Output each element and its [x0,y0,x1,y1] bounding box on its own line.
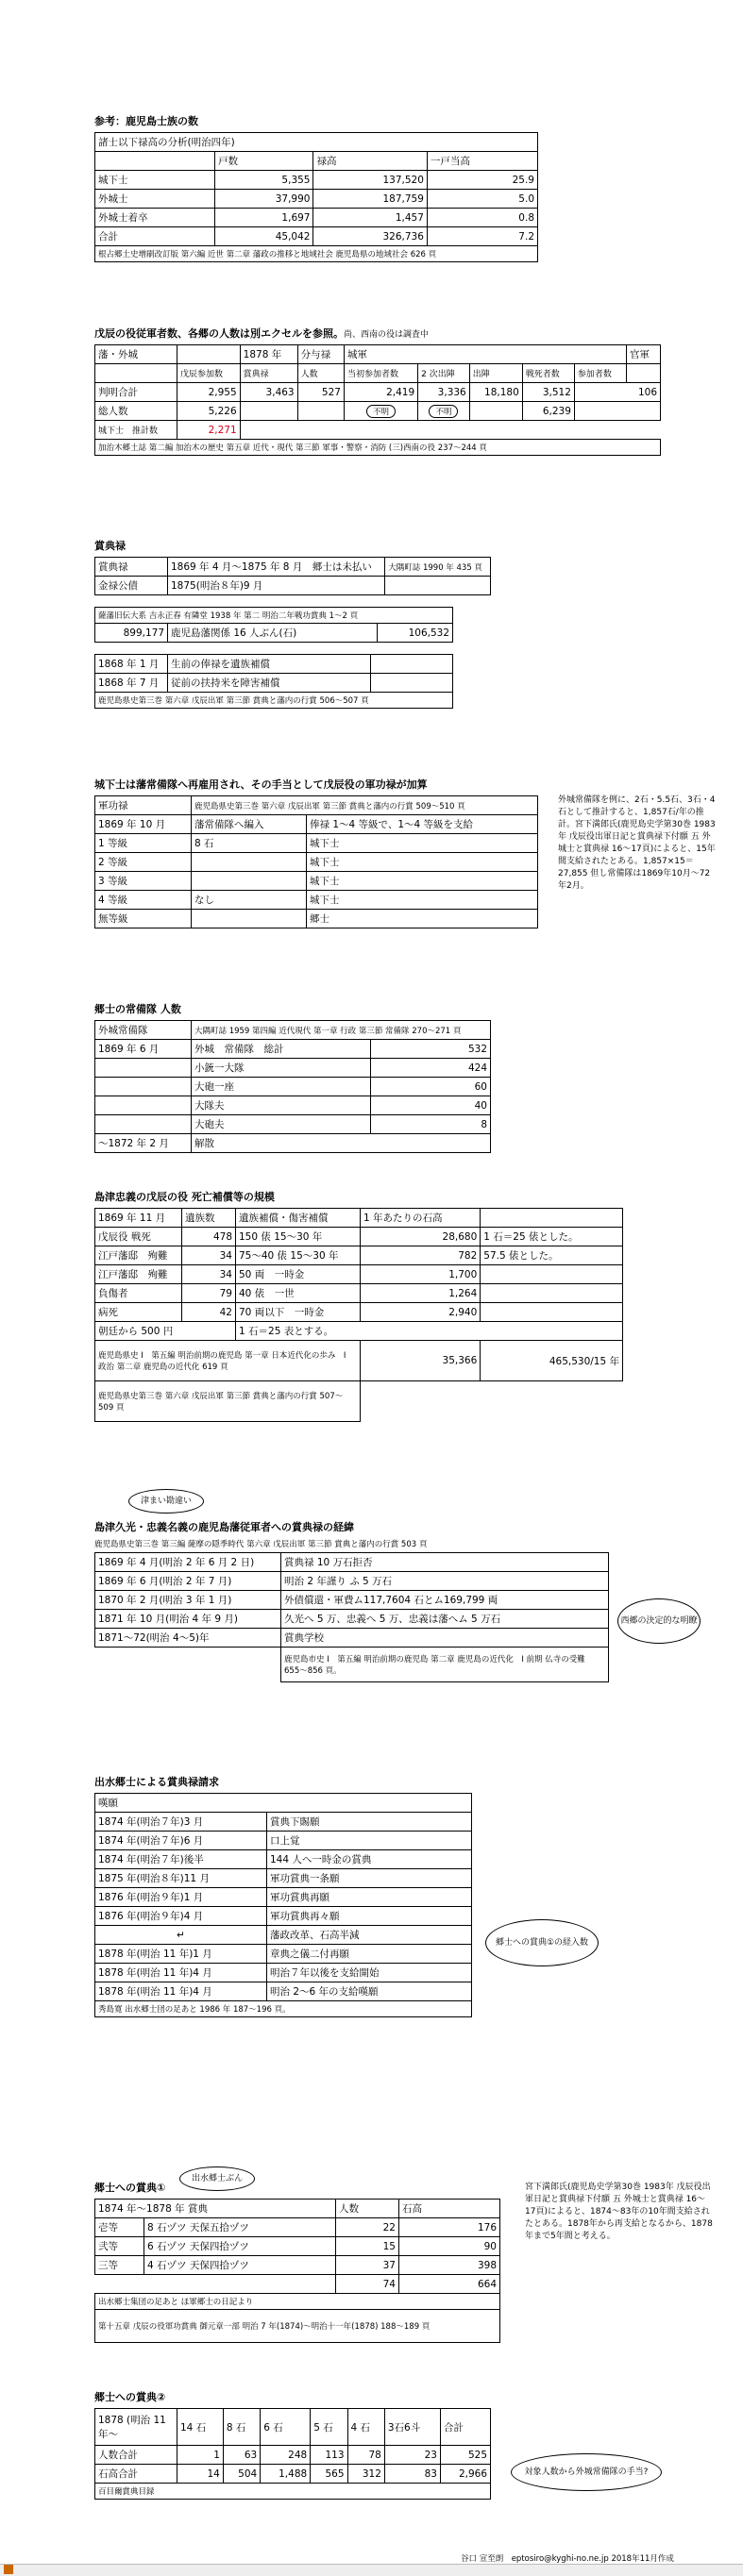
table-row: 1868 年 1 月 生前の俸禄を遺族補償 [95,655,453,674]
table-row: ↵ 藩政改革、石高半減 [95,1926,472,1945]
source-citation: 根占郷土史增刷改訂版 第六編 近世 第二章 藩政の推移と地域社会 鹿児島県の地域社会 626 頁 [95,246,538,262]
table-header: 一戸当高 [427,152,537,171]
table-row: 鹿児島県史 I 第五編 明治前期の鹿児島 第一章 日本近代化の歩み I 政治 第二章 鹿児島の近代化 619 頁 35,366 465,530/15 年 [95,1341,623,1381]
table-row: 1869 年 10 月 藩常備隊へ編入 俸禄 1〜4 等級で、1〜4 等級を支給 [95,815,538,834]
table-row: 1 等級 8 石 城下士 [95,834,538,853]
table-row: 1878 年(明治 11 年)1 月 章典之儀二付再願 [95,1945,472,1964]
compensation-table: 1869 年 11 月 遺族数 遺族補償・傷害補償 1 年あたりの石高 戊辰役 戦死 478 150 俵 15〜30 年 28,680 1 石＝25 俵とした。 江戸藩邸 殉難 34 75〜40 俵 15〜30 年 782 57.5 俵とした。 江戸藩邸 殉難 34 50 両 一時金 1,700 負傷者 79 40 俵 一世 1,264 病死 42 70 両以下 一時金 2,940 朝廷から 500 円 1 石＝25 表とする。 鹿児島県史 I 第五編 明治前期の鹿児島 第一章 日本近代化の歩み I 政治 第二章 鹿児島の近代化 619 頁 35,366 465,530/15 年 鹿児島県史第三巻 第六章 戊辰出軍 第三節 賞典と藩内の行賞 507〜509 頁 [94,1208,623,1422]
table-row: 1869 年 4 月(明治 2 年 6 月 2 日) 賞典禄 10 万石拒否 [95,1553,609,1572]
table-row: 人数合計 1 63 248 113 78 23 525 [95,2446,491,2465]
source-citation: 加治木郷土誌 第二編 加治木の歴史 第五章 近代・現代 第三節 軍事・警察・消防 (三)西南の役 237〜244 頁 [95,440,661,456]
table-row: 3 等級 城下士 [95,872,538,891]
section-title: 参考：鹿児島士族の数 [94,115,198,127]
stipend-table [94,795,538,928]
section-title: 城下士は藩常備隊へ再雇用され、その手当として戊辰役の軍功禄が加算 [94,778,428,791]
section-boshin-soldiers [94,326,661,456]
source-citation: 鹿児島県史第三巻 第六章 戊辰出軍 第三節 賞典と藩内の行賞 507〜509 頁 [95,1381,361,1422]
table-row: 大隊夫 40 [95,1096,491,1115]
table-row: 2 等級 城下士 [95,853,538,872]
section-goshi-militia [94,1001,491,1153]
table-row: 軍功禄 鹿児島県史第三巻 第六章 戊辰出軍 第三節 賞典と藩内の行賞 509〜510 頁 [95,796,538,815]
side-note: 外城常備隊を例に、2石・5.5石、3石・4石として推計すると、1,857石/年の推計。宮下満郎氏(鹿児島史学第30巻 1983年 戊辰役出軍日記と賞典禄下付願 五 外城士と賞典禄 16〜17頁)によると、15年間支給されたとある。1,857×15＝27,855 但し常備隊は1869年10月〜72年2月。 [558,795,716,891]
viewer-bottom-bar [0,2564,743,2576]
table-row: 城下士 推計数 2,271 [95,421,661,440]
samurai-table [94,132,538,262]
table-row: 〜1872 年 2 月 解散 [95,1134,491,1153]
annotation-bubble: 西郷の決定的な明瞭 [617,1598,701,1644]
table-row: 合計 45,042 326,736 7.2 [95,227,538,246]
table-row: 外城士着卒 1,697 1,457 0.8 [95,209,538,227]
source-citation: 百目爾賞典目録 [95,2484,491,2500]
table-row: 1878 年(明治 11 年)4 月 明治７年以後を支給開始 [95,1964,472,1982]
table-row: 外城常備隊 大隅町誌 1959 第四編 近代現代 第一章 行政 第三節 常備隊 270〜271 頁 [95,1021,491,1040]
shoten-table-3 [94,654,453,709]
table-row: 戊辰役 戦死 478 150 俵 15〜30 年 28,680 1 石＝25 俵とした。 [95,1228,623,1246]
source-citation: 秀島寛 出水郷士団の足あと 1986 年 187〜196 頁。 [95,2001,472,2017]
table-row: 1874 年(明治７年)後半 144 人へ一時金の賞典 [95,1850,472,1869]
section-title: 島津久光・忠義名義の鹿児島藩従軍者への賞典禄の経緯 [94,1521,354,1533]
table-row: 大砲夫 8 [95,1115,491,1134]
table-row: 判明合計 2,955 3,463 527 2,419 3,336 18,180 3,512 106 [95,383,661,402]
table-row: 大砲一座 60 [95,1078,491,1096]
table-row: 1869 年 6 月(明治 2 年 7 月) 明治 2 年謹り ふ 5 万石 [95,1572,609,1591]
soldiers-table: 藩・外城 1878 年 分与禄 城軍 官軍 戊辰参加数 賞典禄 人数 当初参加者数 2 次出陣 出陣 戦死者数 参加者数 判明合計 2,955 3,463 527 2,419 3,336 18,180 3,512 106 総人数 5,226 不明 不明 6,239 城下士 推計数 2,271 加治木郷土誌 第二編 加治木の歴史 第五章 近代・現代 第三節 軍事・警察・消防 (三)西南の役 237〜244 頁 [94,344,661,456]
table-row: 壱等 8 石ヅツ 天保五拾ヅツ 22 176 [95,2218,500,2237]
annotation-bubble: 津まい勘違い [128,1489,204,1514]
page-marker-icon [4,2565,13,2574]
table-row: 1871〜72(明治 4〜5)年 賞典学校 [95,1629,609,1648]
table-row: 無等級 郷士 [95,910,538,928]
section-title: 郷士の常備隊 人数 [94,1003,181,1015]
table-row: 小銃一大隊 424 [95,1059,491,1078]
shoten-table [94,557,491,595]
militia-table [94,1020,491,1153]
table-row: 朝廷から 500 円 1 石＝25 表とする。 [95,1322,623,1341]
table-row: 1869 年 6 月 外城 常備隊 総計 532 [95,1040,491,1059]
section-military-stipend [94,777,538,928]
side-note: 宮下満郎氏(鹿児島史学第30巻 1983年 戊辰役出軍日記と賞典禄下付願 五 外城士と賞典禄 16〜17頁)によると、1874〜83年の10年間支給されたとある。1878年から再支給となるから、1878年まで5年間と考える。 [525,2183,713,2241]
source-citation: 鹿児島県史第三巻 第三編 薩摩の隠季時代 第六章 戊辰出軍 第三節 賞典と藩内の行賞 503 頁 [94,1540,428,1549]
unknown-badge: 不明 [366,405,396,418]
table-row: 1875 年(明治８年)11 月 軍功賞典一条願 [95,1869,472,1888]
annotation-bubble: 対象人数から外城常備隊の手当? [511,2453,662,2491]
source-citation: 鹿児島市史 I 第五編 明治前期の鹿児島 第二章 鹿児島の近代化 I 前期 仏寺の受難 655〜856 頁。 [281,1648,609,1682]
table-row: 城下士 5,355 137,520 25.9 [95,171,538,190]
section-title: 郷士への賞典② [94,2391,166,2403]
annotation-bubble: 出水郷士ぶん [179,2166,255,2191]
section-title: 出水郷士による賞典禄請求 [94,1776,219,1788]
table-row: 899,177 鹿児島藩関係 16 人ぶん(石) 106,532 [95,624,453,643]
petition-table: 嘆願 1874 年(明治７年)3 月 賞典下賜願 1874 年(明治７年)6 月 口上覚 1874 年(明治７年)後半 144 人へ一時金の賞典 1875 年(明治８年)11 月 軍功賞典一条願 1876 年(明治９年)1 月 軍功賞典再願 1876 年(明治９年)4 月 軍功賞典再々願 ↵ 藩政改革、石高半減 1878 年(明治 11 年)1 月 章典之儀二付再願 1878 年(明治 11 年)4 月 明治７年以後を支給開始 1878 年(明治 11 年)4 月 明治 2〜6 年の支給嘆願 秀島寛 出水郷士団の足あと 1986 年 187〜196 頁。 [94,1793,472,2017]
table-row: 74 664 [95,2275,500,2294]
section-goshi-award-2 [94,2389,491,2500]
document-page [25,0,718,2576]
section-shoten-roku [94,538,491,709]
table-caption: 諸士以下禄高の分析(明治四年) [95,133,538,152]
table-header: 戸数 [215,152,313,171]
table-row: 外城士 37,990 187,759 5.0 [95,190,538,209]
section-hisamitsu-stipend [94,1519,609,1682]
section-compensation [94,1189,623,1422]
table-row: 1868 年 7 月 従前の扶持米を障害補償 [95,674,453,693]
table-header [95,152,215,171]
award-table-1: 1874 年〜1878 年 賞典 人数 石高 壱等 8 石ヅツ 天保五拾ヅツ 22 176 弐等 6 石ヅツ 天保四拾ヅツ 15 90 三等 4 石ヅツ 天保四拾ヅツ 37 398 74 664 出水郷士集団の足あと ほ軍郷士の日記より 第十五章 戊辰の役軍功賞典 御元章一部 明治 7 年(1874)〜明治十一年(1878) 188〜189 頁 [94,2199,500,2343]
table-row: 1876 年(明治９年)4 月 軍功賞典再々願 [95,1907,472,1926]
table-row: 三等 4 石ヅツ 天保四拾ヅツ 37 398 [95,2256,500,2275]
section-goshi-award-1 [94,2174,500,2343]
source-citation: 第十五章 戊辰の役軍功賞典 御元章一部 明治 7 年(1874)〜明治十一年(1878) 188〜189 頁 [95,2310,500,2343]
table-row: 1874 年(明治７年)3 月 賞典下賜願 [95,1813,472,1832]
table-row: 1874 年(明治７年)6 月 口上覚 [95,1832,472,1850]
section-samurai-count [94,113,538,262]
source-citation: 出水郷士集団の足あと ほ軍郷士の日記より [95,2294,500,2310]
award-table-2: 1878 (明治 11 年〜 14 石 8 石 6 石 5 石 4 石 3石6斗 合計 人数合計 1 63 248 113 78 23 525 石高合計 14 504 1,488 565 312 83 2,966 百目爾賞典目録 [94,2408,491,2500]
hisamitsu-table [94,1552,609,1682]
source-citation: 鹿児島県史第三巻 第六章 戊辰出軍 第三節 賞典と藩内の行賞 506〜507 頁 [95,693,453,709]
table-row: 病死 42 70 両以下 一時金 2,940 [95,1303,623,1322]
section-izumi-petition [94,1774,472,2017]
table-row: 江戸藩邸 殉難 34 75〜40 俵 15〜30 年 782 57.5 俵とした。 [95,1246,623,1265]
section-title: 戊辰の役従軍者数、各郷の人数は別エクセルを参照。尚、西南の役は調査中 [94,327,430,340]
table-row: 総人数 5,226 不明 不明 6,239 [95,402,661,421]
table-row: 石高合計 14 504 1,488 565 312 83 2,966 [95,2465,491,2484]
shoten-table-2 [94,607,453,643]
table-row: 1878 年(明治 11 年)4 月 明治 2〜6 年の支給嘆願 [95,1982,472,2001]
table-row: 江戸藩邸 殉難 34 50 両 一時金 1,700 [95,1265,623,1284]
table-row: 負傷者 79 40 俵 一世 1,264 [95,1284,623,1303]
table-row: 1871 年 10 月(明治 4 年 9 月) 久光へ 5 万、忠義へ 5 万、忠義は藩へム 5 万石 [95,1610,609,1629]
table-row: 弐等 6 石ヅツ 天保四拾ヅツ 15 90 [95,2237,500,2256]
unknown-badge: 不明 [429,405,458,418]
table-header: 禄高 [313,152,427,171]
table-row: 賞典禄 1869 年 4 月〜1875 年 8 月 郷士は未払い 大隅町誌 1990 年 435 頁 [95,558,491,577]
source-citation: 薩藩旧伝大系 吉永正春 有隣堂 1938 年 第二 明治二年戦功賞典 1〜2 頁 [95,608,453,624]
footer-author: 谷口 宣至朗 eptosiro@kyghi-no.ne.jp 2018年11月作成 [461,2554,674,2564]
table-row: 1876 年(明治９年)1 月 軍功賞典再願 [95,1888,472,1907]
annotation-bubble: 郷士への賞典①の経入数 [485,1919,599,1966]
table-row: 金禄公債 1875(明治８年)9 月 [95,577,491,595]
section-title: 島津忠義の戊辰の役 死亡補償等の規模 [94,1191,275,1203]
table-row: 4 等級 なし 城下士 [95,891,538,910]
table-row: 1870 年 2 月(明治 3 年 1 月) 外債償還・軍費ム117,7604 石とム169,799 両 [95,1591,609,1610]
section-title: 郷士への賞典① [94,2182,166,2194]
section-title: 賞典禄 [94,540,126,552]
